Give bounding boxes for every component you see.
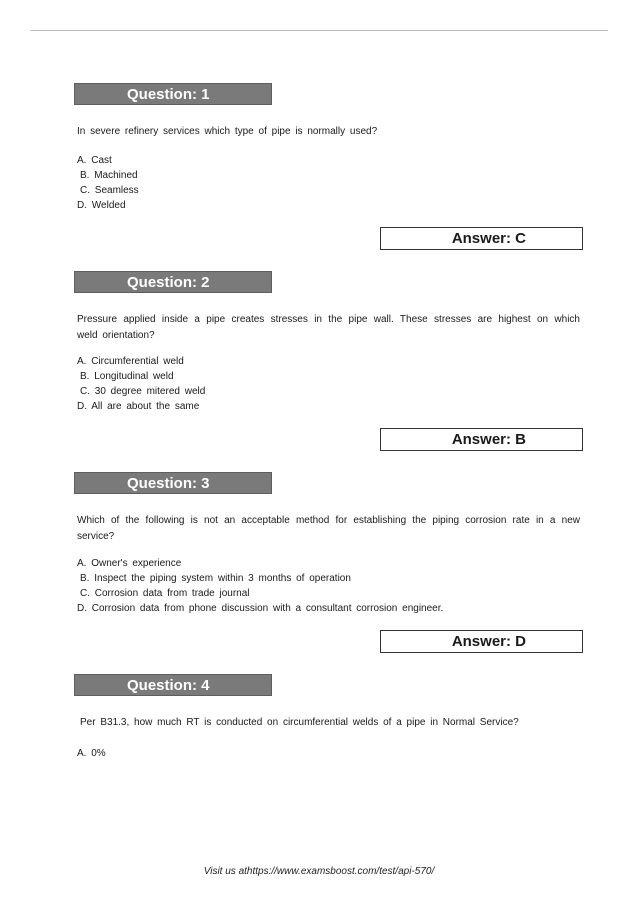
option-b: B. Machined [80, 170, 138, 181]
option-b: B. Longitudinal weld [80, 371, 174, 382]
question-1-options [77, 153, 139, 213]
footer-link[interactable]: Visit us athttps://www.examsboost.com/test/api-570/ [203, 866, 435, 877]
question-2-answer: Answer: B [380, 428, 583, 451]
option-a: A. Owner's experience [77, 558, 182, 569]
question-4-heading: Question: 4 [74, 674, 272, 696]
option-c: C. Seamless [80, 185, 139, 196]
option-d: D. Welded [77, 200, 126, 211]
question-2-text: Pressure applied inside a pipe creates stresses in the pipe wall. These stresses are highest on which weld orientation? [77, 314, 580, 341]
option-d: D. Corrosion data from phone discussion with a consultant corrosion engineer. [77, 603, 444, 614]
top-divider [30, 30, 608, 31]
question-1-heading: Question: 1 [74, 83, 272, 105]
option-d: D. All are about the same [77, 401, 200, 412]
option-a: A. 0% [77, 748, 106, 759]
option-c: C. 30 degree mitered weld [80, 386, 206, 397]
question-1-answer: Answer: C [380, 227, 583, 250]
question-1-text: In severe refinery services which type of pipe is normally used? [77, 126, 378, 137]
question-3-answer: Answer: D [380, 630, 583, 653]
question-3-heading: Question: 3 [74, 472, 272, 494]
question-4-options [77, 746, 106, 761]
question-4-text: Per B31.3, how much RT is conducted on circumferential welds of a pipe in Normal Service? [80, 717, 519, 728]
option-b: B. Inspect the piping system within 3 months of operation [80, 573, 351, 584]
question-2-options [77, 354, 205, 414]
question-3-text: Which of the following is not an acceptable method for establishing the piping corrosion rate in a new service? [77, 515, 580, 542]
option-a: A. Circumferential weld [77, 356, 184, 367]
question-2-heading: Question: 2 [74, 271, 272, 293]
option-c: C. Corrosion data from trade journal [80, 588, 250, 599]
question-3-options [77, 556, 443, 616]
option-a: A. Cast [77, 155, 112, 166]
